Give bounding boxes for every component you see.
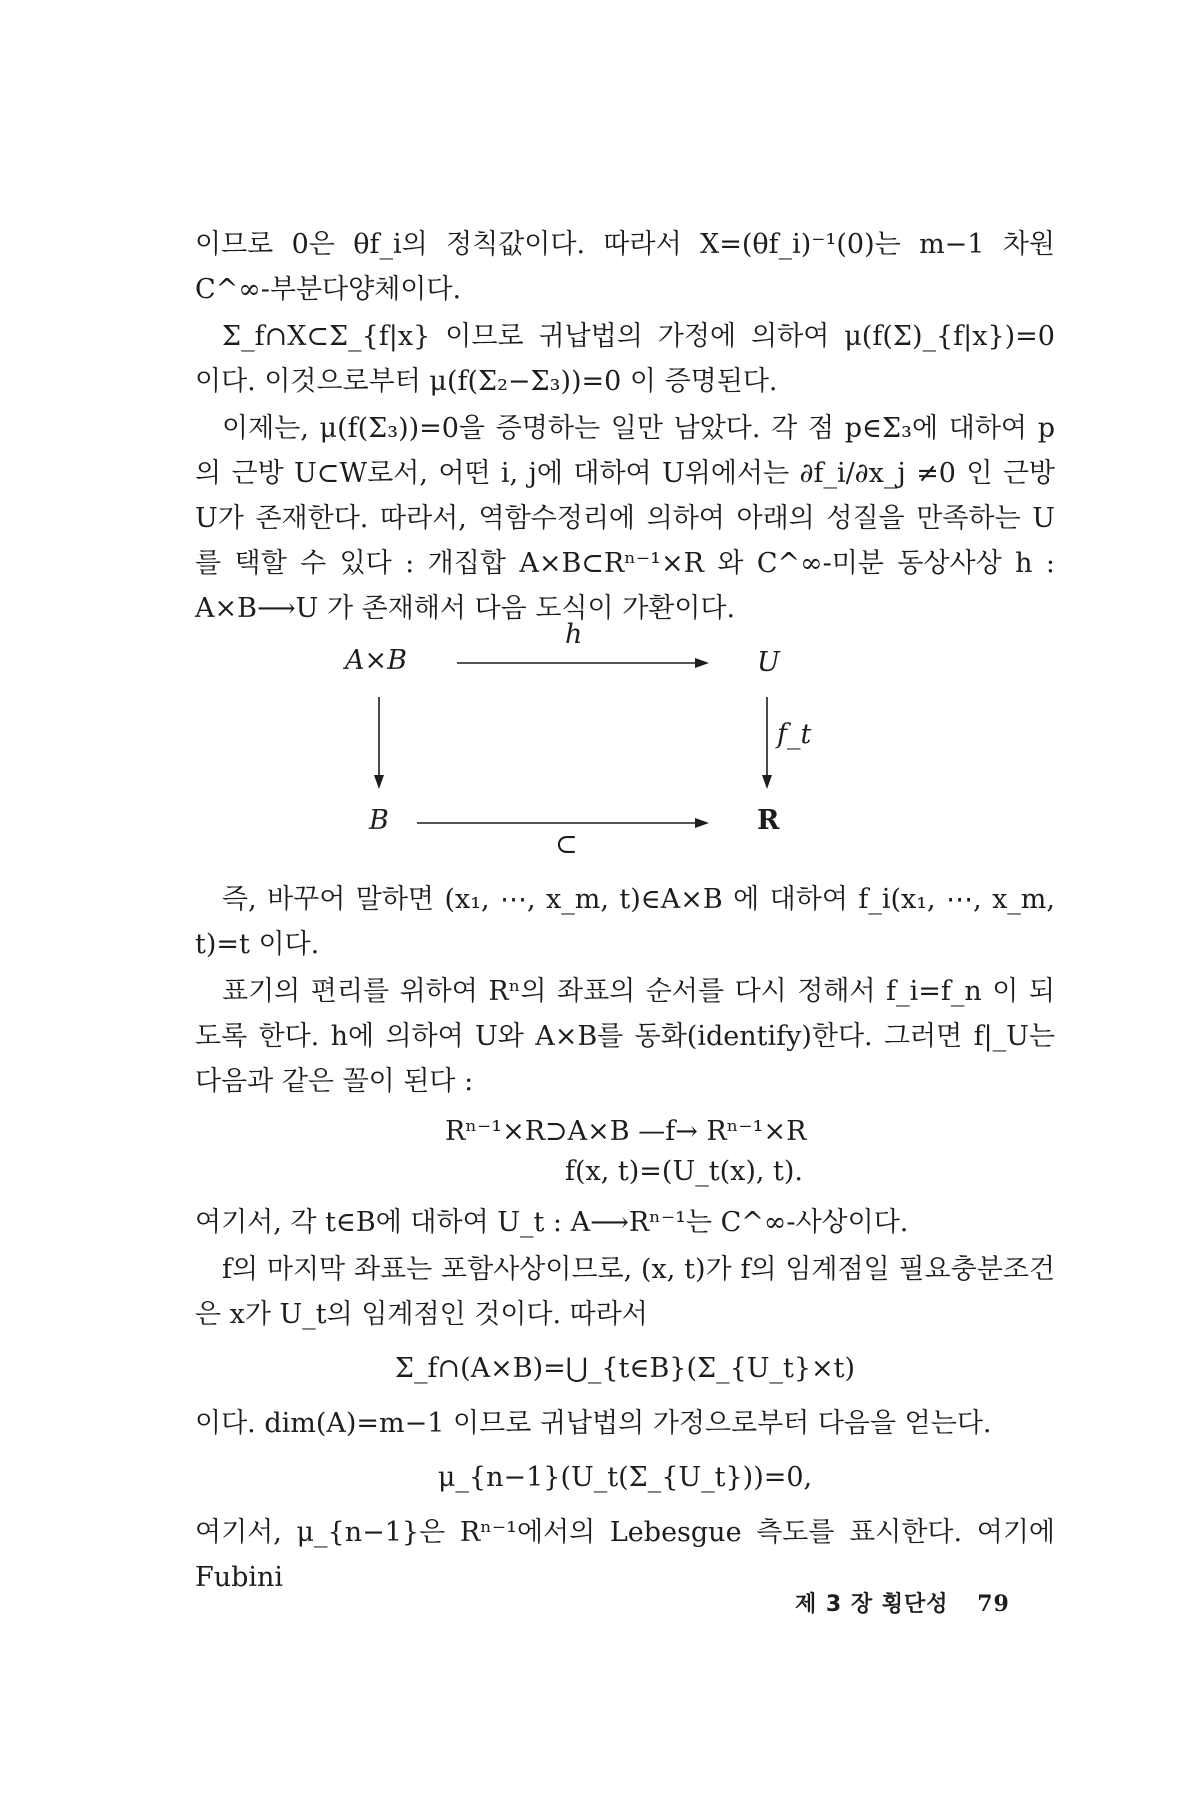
diagram-arrows [195,637,1055,867]
diagram-bottom-arrow-label: ⊂ [555,829,578,860]
footer-chapter: 제 3 장 횡단성 [795,1592,949,1617]
diagram-right-arrow-label: f_t [777,719,812,750]
paragraph-5: 표기의 편리를 위하여 Rⁿ의 좌표의 순서를 다시 정해서 f_i=f_n 이 되도록 한다. h에 의하여 U와 A×B를 동화(identify)한다. 그러면 f|_U는 다음과 같은 꼴이 된다 : [195,976,1055,1097]
arrow-left-head [374,775,384,789]
arrow-right-head [762,775,772,789]
diagram-top-arrow-label: h [565,619,583,650]
equation-block-1 [195,1112,1055,1192]
paragraph-6: 여기서, 각 t∈B에 대하여 U_t : A⟶Rⁿ⁻¹는 C^∞-사상이다. [195,1207,909,1238]
page-number: 79 [977,1591,1010,1617]
paragraph-3: 이제는, μ(f(Σ₃))=0을 증명하는 일만 남았다. 각 점 p∈Σ₃에 대하여 p의 근방 U⊂W로서, 어떤 i, j에 대하여 U위에서는 ∂f_i/∂x_j ≠0 인 근방 U가 존재한다. 따라서, 역함수정리에 의하여 아래의 성질을 만족하는 U를 택할 수 있다 : 개집합 A×B⊂Rⁿ⁻¹×R 와 C^∞-미분 동상사상 h : A×B⟶U 가 존재해서 다음 도식이 가환이다. [195,413,1055,624]
paragraph-7: f의 마지막 좌표는 포함사상이므로, (x, t)가 f의 임계점일 필요충분조건은 x가 U_t의 임계점인 것이다. 따라서 [195,1254,1055,1330]
paragraph-9: 여기서, μ_{n−1}은 Rⁿ⁻¹에서의 Lebesgue 측도를 표시한다. 여기에 Fubini [195,1517,1055,1593]
arrow-bottom-head [695,818,709,828]
equation-1-line-2: f(x, t)=(U_t(x), t). [565,1156,803,1187]
diagram-bottom-left: B [369,805,389,836]
commutative-diagram [195,619,1055,867]
paragraph-1: 이므로 0은 θf_i의 정칙값이다. 따라서 X=(θf_i)⁻¹(0)는 m−1 차원 C^∞-부분다양체이다. [195,229,1055,305]
diagram-top-left: A×B [345,645,407,676]
page-footer [795,1587,1010,1618]
equation-1-line-1: Rⁿ⁻¹×R⊃A×B —f→ Rⁿ⁻¹×R [445,1116,807,1147]
diagram-bottom-right: R [757,805,780,836]
paragraph-2: Σ_f∩X⊂Σ_{f|x} 이므로 귀납법의 가정에 의하여 μ(f(Σ)_{f|x})=0 이다. 이것으로부터 μ(f(Σ₂−Σ₃))=0 이 증명된다. [195,321,1055,397]
equation-3: μ_{n−1}(U_t(Σ_{U_t}))=0, [437,1462,813,1493]
paragraph-8: 이다. dim(A)=m−1 이므로 귀납법의 가정으로부터 다음을 얻는다. [195,1408,992,1439]
arrow-top-head [695,658,709,668]
paragraph-4: 즉, 바꾸어 말하면 (x₁, ⋯, x_m, t)∈A×B 에 대하여 f_i(x₁, ⋯, x_m, t)=t 이다. [195,884,1055,960]
page-body [195,222,1055,1600]
equation-2: Σ_f∩(A×B)=⋃_{t∈B}(Σ_{U_t}×t) [394,1353,856,1384]
diagram-top-right: U [757,647,780,678]
